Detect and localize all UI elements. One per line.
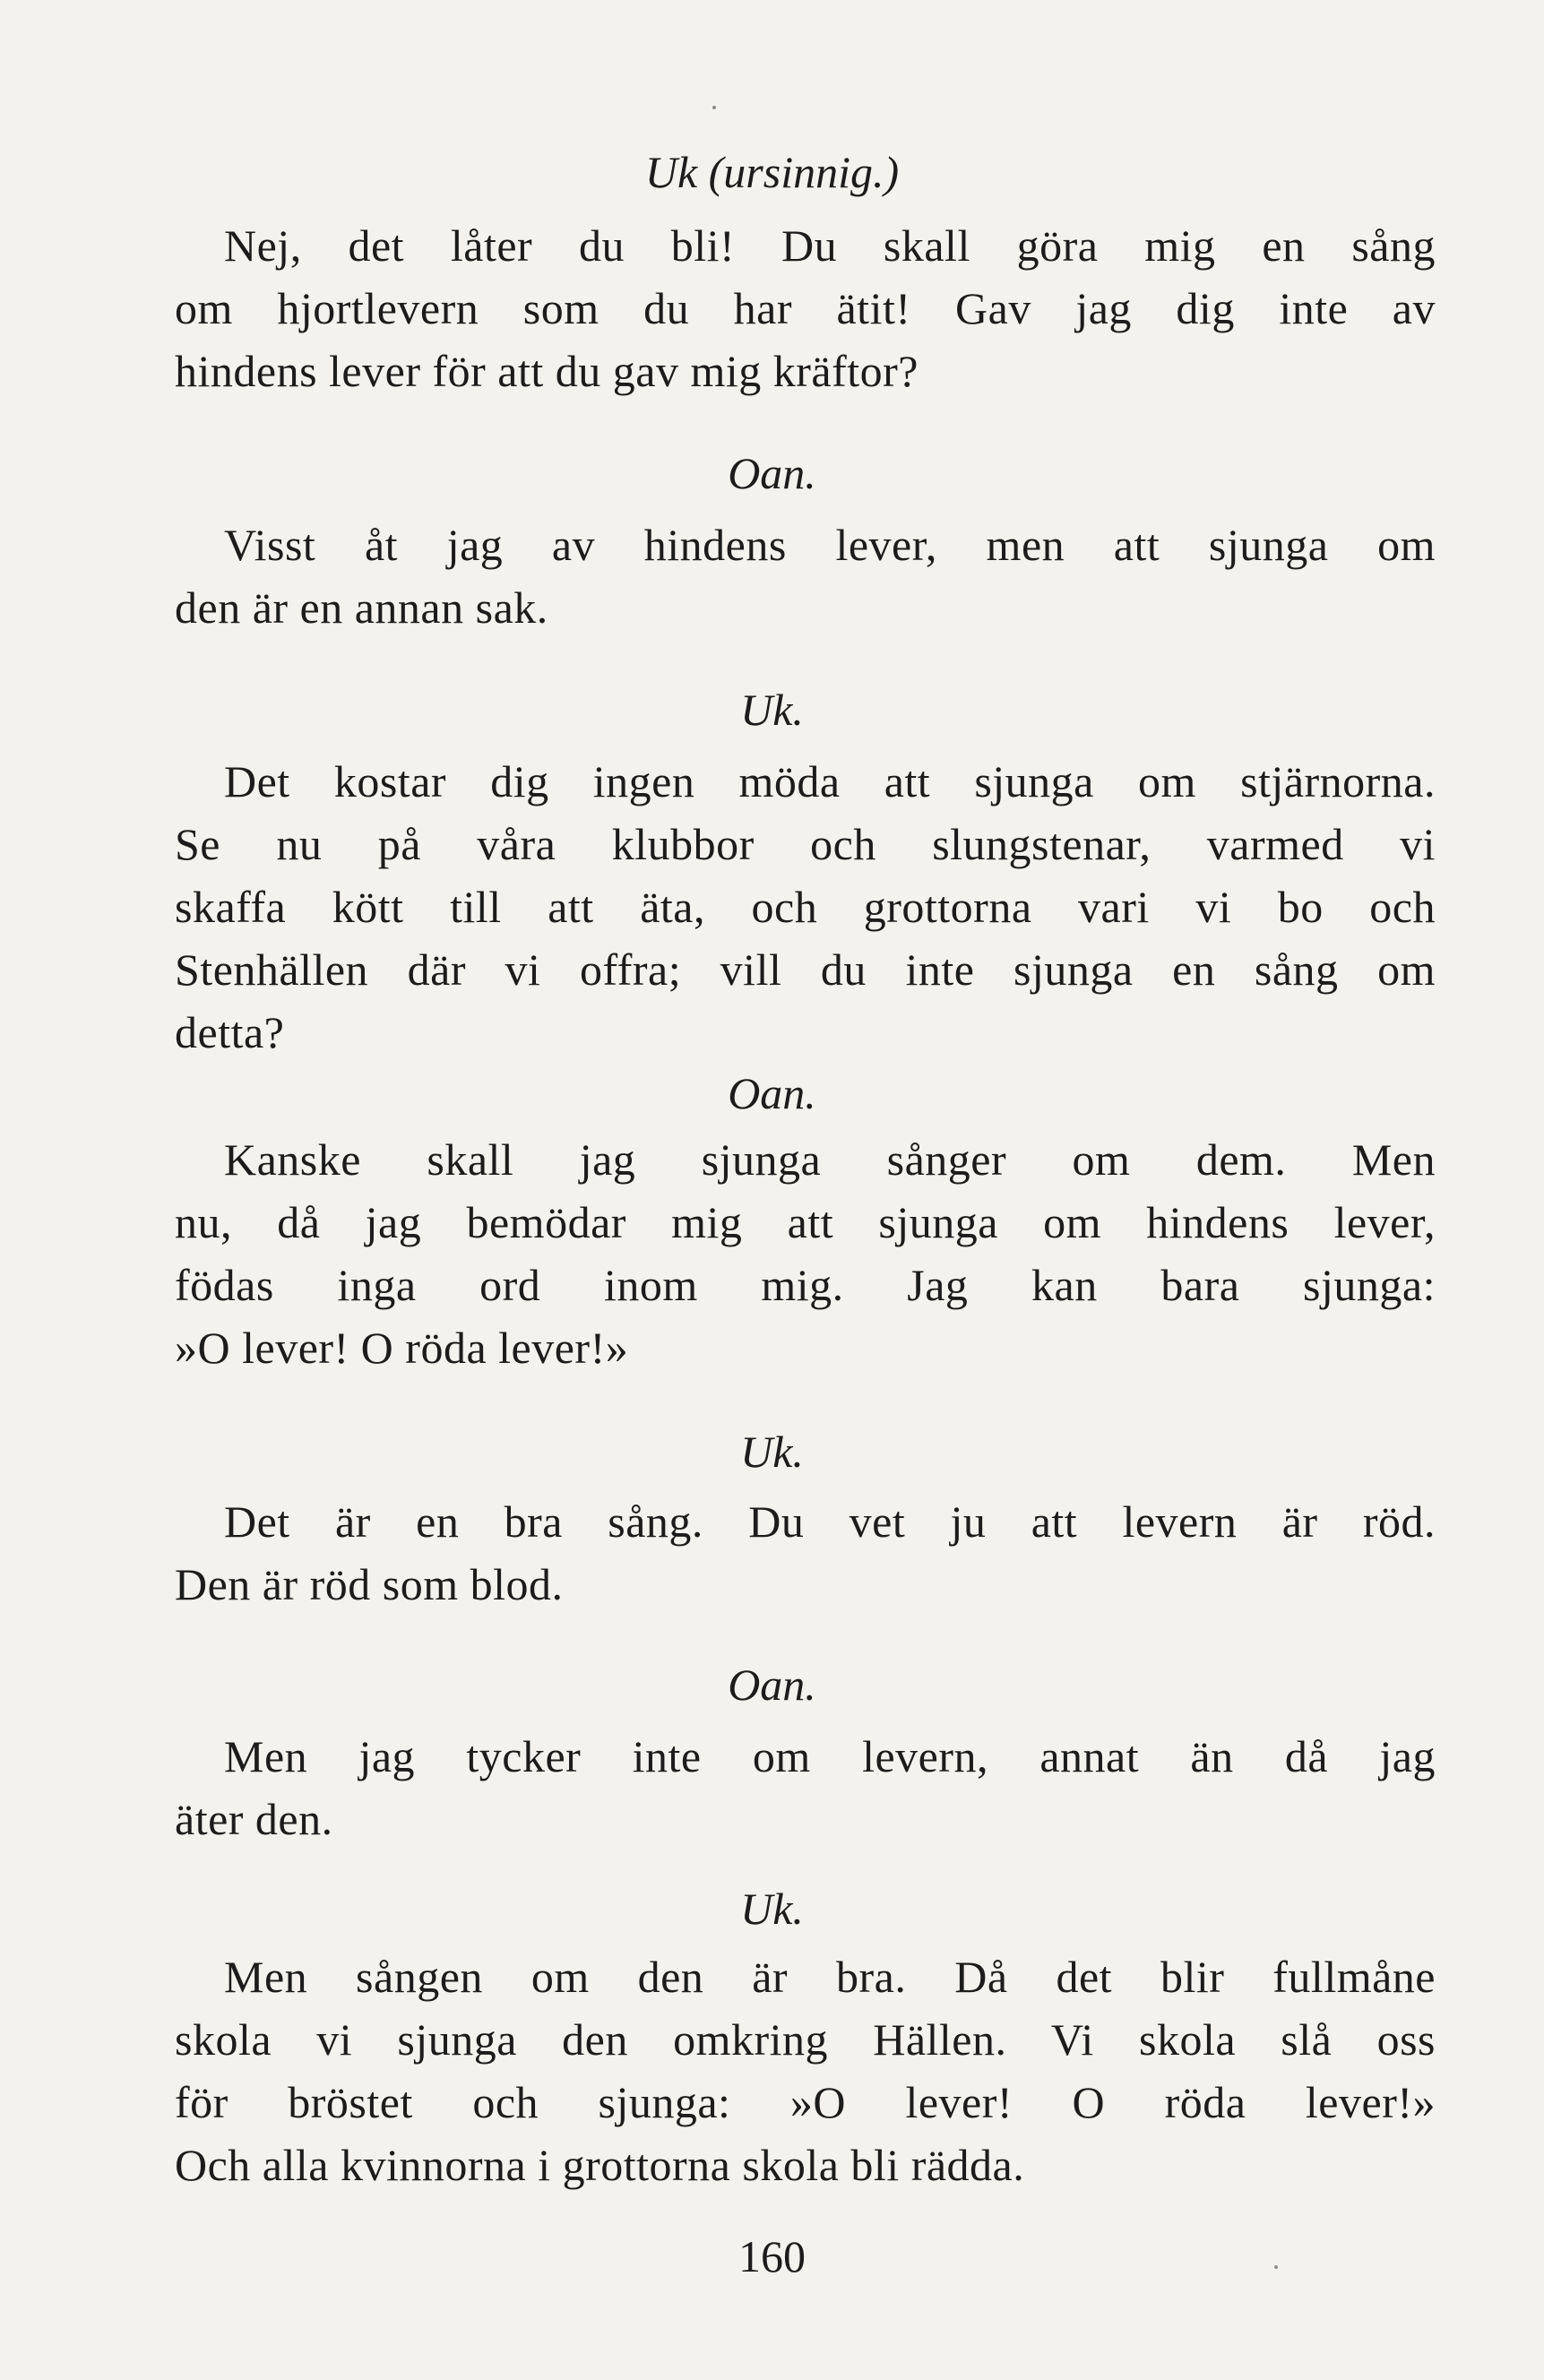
print-speck bbox=[712, 106, 716, 109]
text-line: »O lever! O röda lever!» bbox=[175, 1323, 629, 1373]
speaker-heading: Uk. bbox=[740, 1427, 804, 1477]
text-line: skaffa kött till att äta, och grottorna vari vi bo och bbox=[175, 882, 1436, 932]
speaker-heading: Uk. bbox=[740, 685, 804, 735]
text-line: Nej, det låter du bli! Du skall göra mig en sång bbox=[224, 220, 1436, 271]
text-line: Se nu på våra klubbor och slungstenar, varmed vi bbox=[175, 819, 1436, 869]
speaker-heading: Oan. bbox=[728, 1660, 816, 1710]
text-line: födas inga ord inom mig. Jag kan bara sjunga: bbox=[175, 1260, 1436, 1310]
text-line: Det kostar dig ingen möda att sjunga om stjärnorna. bbox=[224, 756, 1436, 806]
text-line: Den är röd som blod. bbox=[175, 1559, 564, 1609]
page-number: 160 bbox=[738, 2231, 806, 2281]
text-line: Stenhällen där vi offra; vill du inte sjunga en sång om bbox=[175, 944, 1436, 995]
text-line: nu, då jag bemödar mig att sjunga om hindens lever, bbox=[175, 1197, 1436, 1247]
speaker-heading: Uk. bbox=[740, 1884, 804, 1934]
speaker-heading: Oan. bbox=[728, 1068, 816, 1118]
text-line: Kanske skall jag sjunga sånger om dem. Men bbox=[224, 1134, 1436, 1185]
print-speck bbox=[1274, 2265, 1278, 2269]
text-line: för bröstet och sjunga: »O lever! O röda lever!» bbox=[175, 2077, 1436, 2127]
speaker-heading: Oan. bbox=[728, 448, 816, 498]
text-line: den är en annan sak. bbox=[175, 582, 548, 633]
text-line: Men jag tycker inte om levern, annat än då jag bbox=[224, 1731, 1436, 1781]
text-line: hindens lever för att du gav mig kräftor? bbox=[175, 346, 919, 396]
text-line: Det är en bra sång. Du vet ju att levern är röd. bbox=[224, 1496, 1436, 1547]
text-line: detta? bbox=[175, 1007, 285, 1057]
speaker-heading: Uk (ursinnig.) bbox=[644, 147, 900, 197]
text-line: skola vi sjunga den omkring Hällen. Vi skola slå oss bbox=[175, 2014, 1436, 2065]
text-line: Visst åt jag av hindens lever, men att sjunga om bbox=[224, 520, 1436, 570]
text-line: om hjortlevern som du har ätit! Gav jag dig inte av bbox=[175, 283, 1436, 333]
text-line: Men sången om den är bra. Då det blir fullmåne bbox=[224, 1952, 1436, 2002]
text-line: äter den. bbox=[175, 1794, 333, 1844]
text-line: Och alla kvinnorna i grottorna skola bli rädda. bbox=[175, 2140, 1025, 2190]
